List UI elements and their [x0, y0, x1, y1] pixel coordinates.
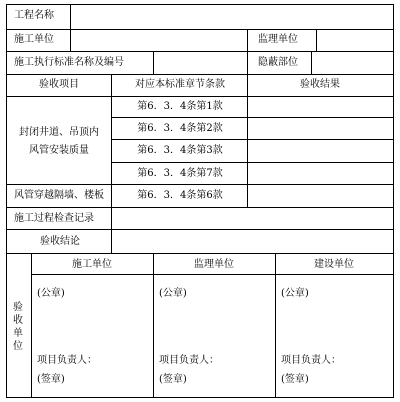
grid-line [6, 253, 394, 254]
clause-cell: 第6．3．4条第1款 [137, 101, 223, 112]
grid-line [6, 4, 394, 5]
sign-column-title: 监理单位 [194, 259, 234, 270]
project-leader-label: 项目负责人： [37, 355, 97, 366]
grid-line [6, 4, 7, 398]
grid-line [31, 274, 394, 275]
signature-placeholder: (签章) [37, 374, 65, 385]
seal-placeholder: (公章) [159, 288, 187, 299]
grid-line [6, 184, 394, 185]
column-header-clause: 对应本标准章节条款 [135, 79, 225, 90]
grid-line [6, 29, 394, 30]
project-leader-label: 项目负责人： [281, 355, 341, 366]
grid-line [247, 51, 248, 74]
grid-line [70, 29, 71, 51]
column-header-item: 验收项目 [39, 79, 79, 90]
inspection-item-line: 风管安装质量 [29, 145, 89, 156]
hidden-part-label: 隐蔽部位 [258, 57, 298, 68]
project-leader-label: 项目负责人： [159, 355, 219, 366]
process-record-label: 施工过程检查记录 [14, 213, 94, 224]
grid-line [393, 4, 394, 398]
signature-placeholder: (签章) [159, 374, 187, 385]
grid-line [275, 253, 276, 398]
grid-line [6, 74, 394, 75]
grid-line [111, 207, 112, 253]
construction-unit-label: 施工单位 [14, 34, 54, 45]
grid-line [111, 117, 394, 118]
seal-placeholder: (公章) [281, 288, 309, 299]
grid-line [6, 397, 394, 398]
project-name-label: 工程名称 [14, 10, 54, 21]
grid-line [247, 74, 248, 207]
clause-cell: 第6．3．4条第6款 [137, 190, 223, 201]
standard-label: 施工执行标准名称及编号 [14, 57, 124, 68]
inspection-item: 风管穿越隔墙、楼板 [14, 190, 104, 201]
clause-cell: 第6．3．4条第2款 [137, 123, 223, 134]
grid-line [153, 51, 154, 74]
column-header-result: 验收结果 [300, 79, 340, 90]
grid-line [111, 74, 112, 207]
signature-placeholder: (签章) [281, 374, 309, 385]
grid-line [111, 162, 394, 163]
grid-line [247, 29, 248, 51]
clause-cell: 第6．3．4条第3款 [137, 145, 223, 156]
seal-placeholder: (公章) [37, 288, 65, 299]
grid-line [316, 29, 317, 51]
clause-cell: 第6．3．4条第7款 [137, 168, 223, 179]
conclusion-label: 验收结论 [40, 236, 80, 247]
grid-line [6, 96, 394, 97]
grid-line [6, 207, 394, 208]
grid-line [311, 51, 312, 74]
supervision-unit-label: 监理单位 [258, 34, 298, 45]
grid-line [153, 253, 154, 398]
grid-line [111, 139, 394, 140]
grid-line [31, 253, 32, 398]
grid-line [6, 51, 394, 52]
grid-line [6, 229, 394, 230]
inspection-item-line: 封闭井道、吊顶内 [19, 127, 99, 138]
sign-column-title: 施工单位 [72, 259, 112, 270]
sign-column-title: 建设单位 [314, 259, 354, 270]
acceptance-unit-label: 验收单位 [13, 302, 23, 352]
grid-line [70, 4, 71, 29]
